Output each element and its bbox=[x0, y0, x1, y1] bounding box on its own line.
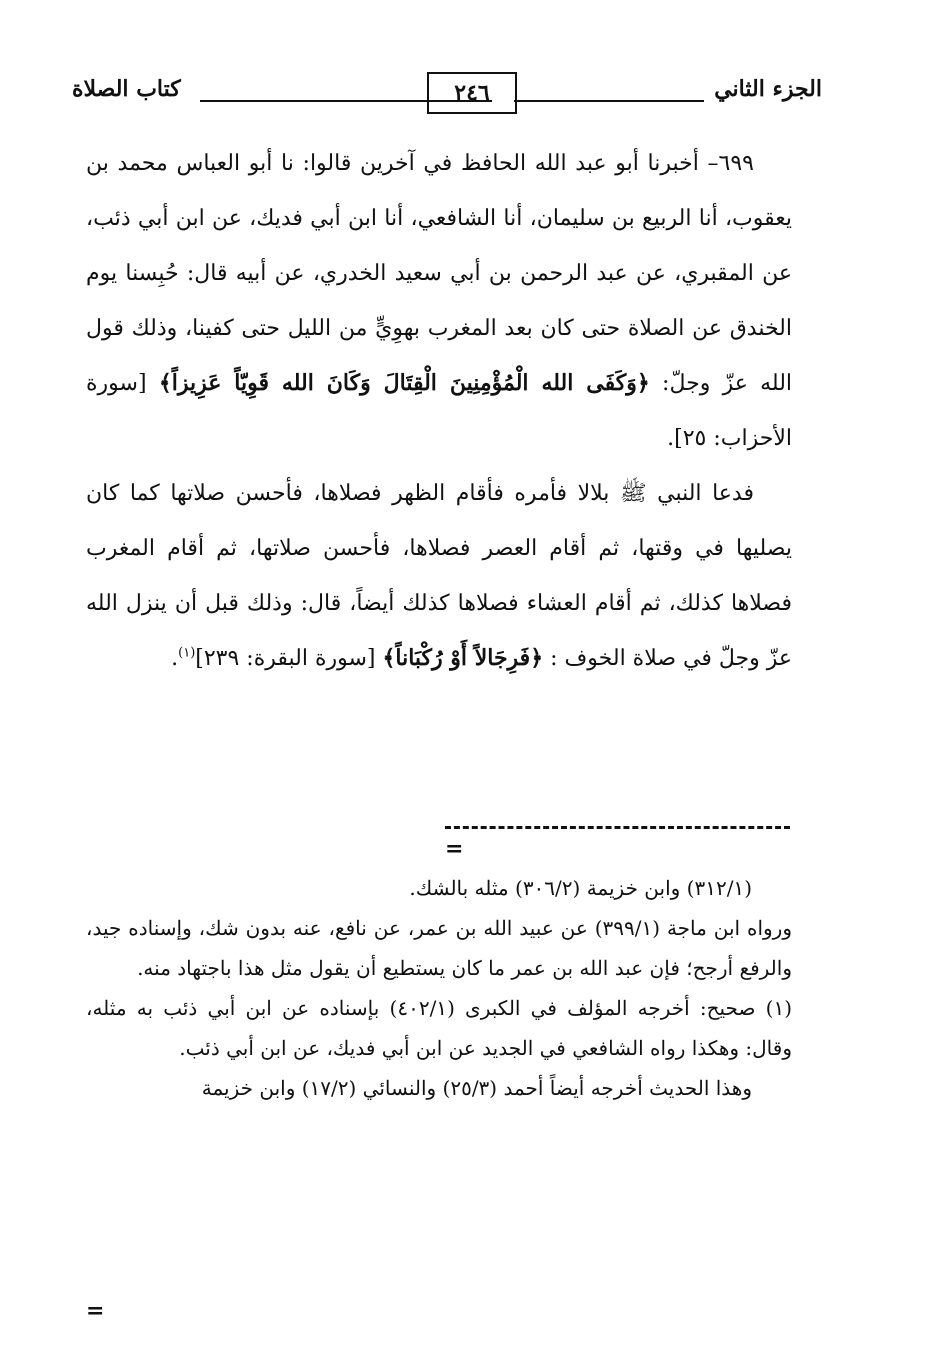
footnote-continuation: (٣١٢/١) وابن خزيمة (٣٠٦/٢) مثله بالشك. bbox=[409, 876, 752, 900]
page-number: ٢٤٦ bbox=[427, 72, 517, 114]
hadith-continuation bbox=[86, 466, 792, 686]
footnote-paragraph: ورواه ابن ماجة (٣٩٩/١) عن عبيد الله بن عمر، عن نافع، عنه بدون شك، وإسناده جيد، والرفع أرجح؛ فإن عبد الله بن عمر ما كان يستطيع أن يقول مثل هذا باجتهاد منه. bbox=[86, 916, 793, 980]
surah-reference: [سورة الأحزاب: ٢٥]. bbox=[86, 371, 792, 451]
footnote-1: (١) صحيح: أخرجه المؤلف في الكبرى (٤٠٢/١) بإسناده عن ابن أبي ذئب به مثله، وقال: وهكذا رواه الشافعي في الجديد عن ابن أبي فديك، عن ابن أبي ذئب. bbox=[86, 996, 793, 1060]
part-title: الجزء الثاني bbox=[714, 76, 822, 102]
continuation-marker: = bbox=[86, 1298, 105, 1324]
paragraph-end: . bbox=[171, 646, 179, 671]
header-line-right bbox=[514, 100, 704, 102]
hadith-text: ٦٩٩– أخبرنا أبو عبد الله الحافظ في آخرين قالوا: نا أبو العباس محمد بن يعقوب، أنا الربيع بن سليمان، أنا الشافعي، أنا ابن أبي فديك، عن ابن أبي ذئب، عن المقبري، عن عبد الرحمن بن أبي سعيد الخدري، عن أبيه قال: حُبِسنا يوم الخندق عن الصلاة حتى كان بعد المغرب بهوِيٍّ من الليل حتى كفينا، وذلك قول الله عزّ وجلّ: bbox=[86, 151, 793, 396]
separator-equals: = bbox=[445, 836, 464, 862]
quran-verse: ﴿وَكَفَى الله الْمُؤْمِنِينَ الْقِتَالَ وَكَانَ الله قَوِيّاً عَزِيزاً﴾ bbox=[158, 370, 650, 396]
header-line-left bbox=[200, 100, 492, 102]
footnotes bbox=[86, 868, 792, 1108]
page-header bbox=[72, 70, 822, 126]
book-title: كتاب الصلاة bbox=[72, 76, 181, 102]
footnote-ref: (١) bbox=[178, 645, 196, 661]
footnote-1-continuation: وهذا الحديث أخرجه أيضاً أحمد (٢٥/٣) والنسائي (١٧/٢) وابن خزيمة bbox=[201, 1076, 752, 1100]
continuation-text: فدعا النبي ﷺ بلالا فأمره فأقام الظهر فصلاها، فأحسن صلاتها كما كان يصليها في وقتها، ثم أقام العصر فصلاها، فأحسن صلاتها، ثم أقام المغرب فصلاها كذلك، ثم أقام العشاء فصلاها كذلك أيضاً، قال: وذلك قبل أن ينزل الله عزّ وجلّ في صلاة الخوف : bbox=[86, 481, 792, 671]
surah-reference-2: [سورة البقرة: ٢٣٩] bbox=[195, 646, 383, 671]
hadith-paragraph bbox=[86, 136, 792, 466]
quran-verse-2: ﴿فَرِجَالاً أَوْ رُكْبَاناً﴾ bbox=[382, 645, 544, 671]
footnote-separator bbox=[445, 826, 790, 862]
separator-dashes bbox=[445, 826, 790, 829]
main-text bbox=[86, 136, 792, 686]
